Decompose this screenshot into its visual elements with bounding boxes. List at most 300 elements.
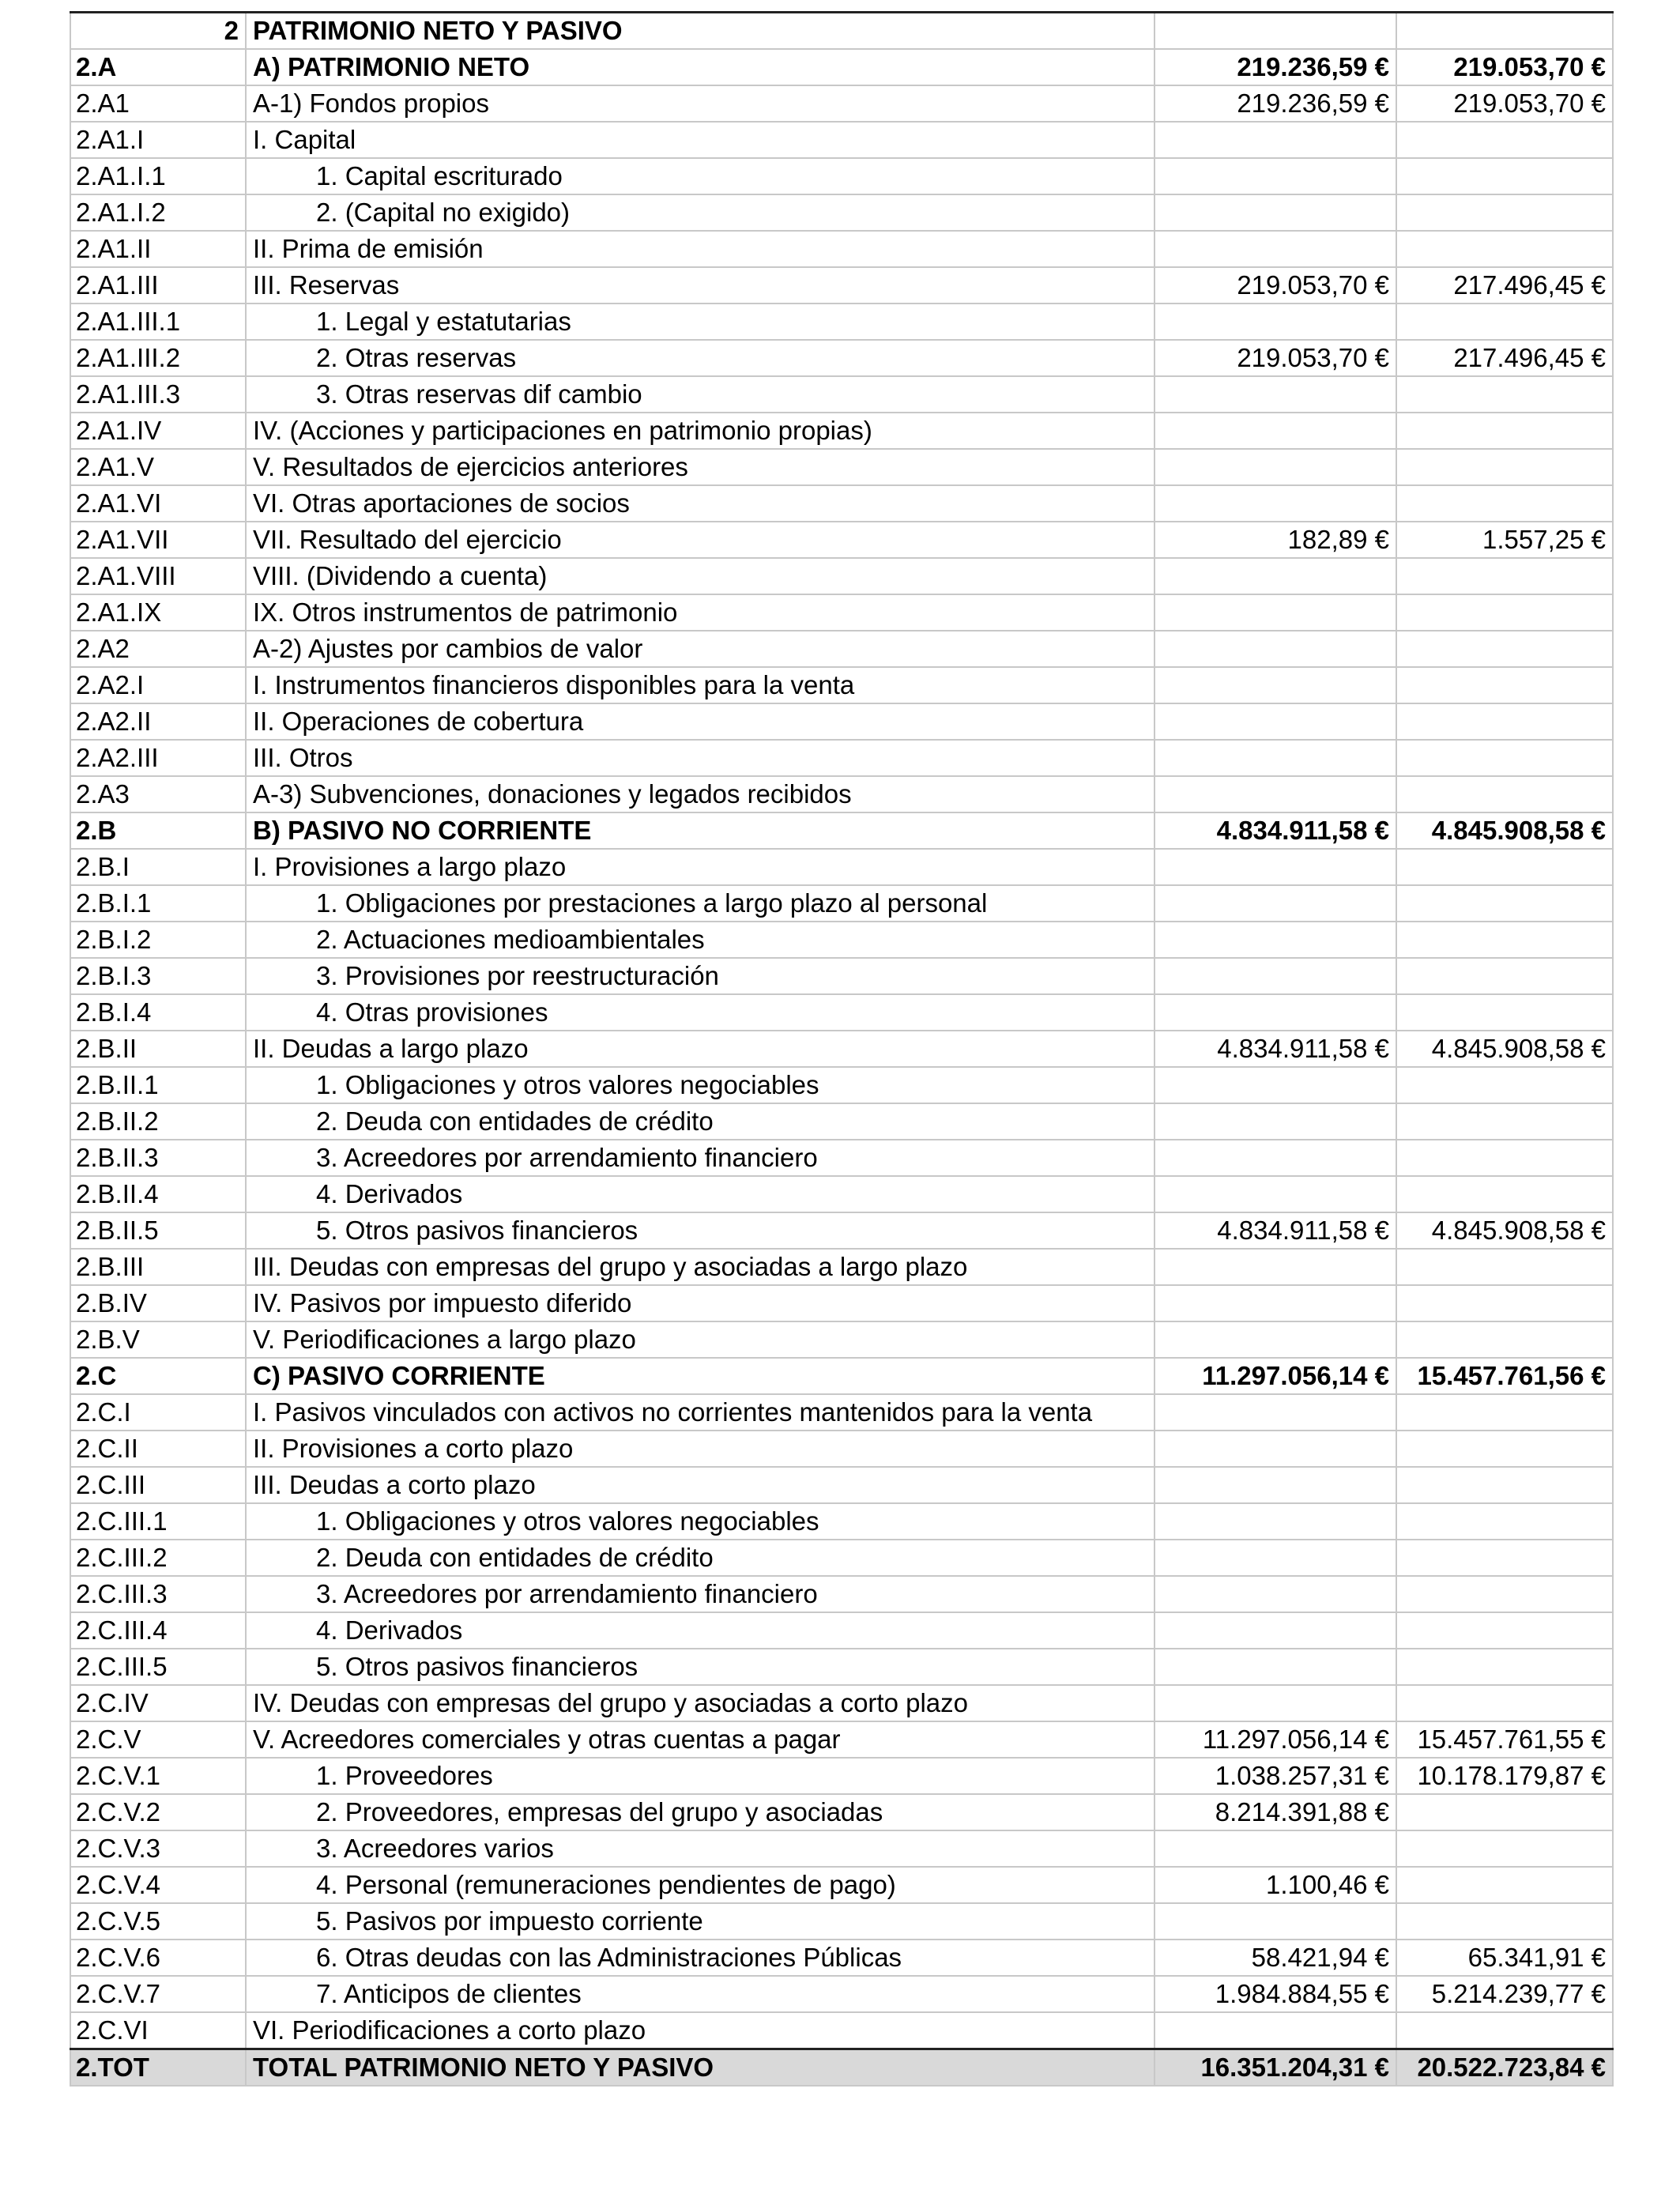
row-label: PATRIMONIO NETO Y PASIVO bbox=[246, 13, 1155, 50]
table-row bbox=[70, 1249, 1613, 1285]
value-previous: 10.178.179,87 € bbox=[1396, 1758, 1613, 1794]
value-current: 1.984.884,55 € bbox=[1155, 1976, 1396, 2012]
row-label-cell bbox=[246, 1649, 1155, 1685]
row-label: II. Operaciones de cobertura bbox=[253, 707, 584, 736]
value-previous: 1.557,25 € bbox=[1396, 522, 1613, 558]
row-label: 2. (Capital no exigido) bbox=[316, 198, 571, 227]
row-label-cell bbox=[246, 994, 1155, 1031]
row-label: 4. Derivados bbox=[316, 1615, 463, 1645]
value-previous bbox=[1396, 703, 1613, 740]
row-label-cell bbox=[246, 1212, 1155, 1249]
value-current bbox=[1155, 958, 1396, 994]
row-code: 2.B.II.5 bbox=[70, 1212, 246, 1249]
value-previous bbox=[1396, 667, 1613, 703]
row-label-cell bbox=[246, 1540, 1155, 1576]
value-previous bbox=[1396, 303, 1613, 340]
value-current: 219.053,70 € bbox=[1155, 267, 1396, 303]
value-previous bbox=[1396, 922, 1613, 958]
row-label: V. Acreedores comerciales y otras cuentas a pagar bbox=[253, 1725, 841, 1754]
value-previous: 4.845.908,58 € bbox=[1396, 1212, 1613, 1249]
row-code: 2.A2 bbox=[70, 631, 246, 667]
table-row bbox=[70, 1140, 1613, 1176]
row-label-cell bbox=[246, 1140, 1155, 1176]
row-label: A-1) Fondos propios bbox=[253, 89, 489, 118]
value-current bbox=[1155, 1285, 1396, 1321]
value-previous bbox=[1396, 1103, 1613, 1140]
row-label-cell bbox=[246, 1721, 1155, 1758]
table-row bbox=[70, 703, 1613, 740]
row-code: 2.B.II.2 bbox=[70, 1103, 246, 1140]
value-previous: 219.053,70 € bbox=[1396, 85, 1613, 122]
value-previous bbox=[1396, 558, 1613, 594]
row-code: 2.C.V.7 bbox=[70, 1976, 246, 2012]
value-current bbox=[1155, 1649, 1396, 1685]
row-label-cell bbox=[246, 1358, 1155, 1394]
value-previous bbox=[1396, 1067, 1613, 1103]
row-code: 2.C.III.3 bbox=[70, 1576, 246, 1612]
row-label: 3. Acreedores por arrendamiento financiero bbox=[316, 1579, 818, 1608]
row-label-cell bbox=[246, 1903, 1155, 1940]
value-previous bbox=[1396, 1140, 1613, 1176]
value-current bbox=[1155, 1830, 1396, 1867]
table-row bbox=[70, 1394, 1613, 1431]
value-current bbox=[1155, 1394, 1396, 1431]
row-label: 2. Deuda con entidades de crédito bbox=[316, 1106, 714, 1136]
table-row bbox=[70, 1721, 1613, 1758]
row-code: 2.C.V.3 bbox=[70, 1830, 246, 1867]
table-row bbox=[70, 158, 1613, 194]
row-code: 2.A bbox=[70, 49, 246, 85]
table-row bbox=[70, 49, 1613, 85]
row-code: 2.A2.I bbox=[70, 667, 246, 703]
value-current bbox=[1155, 2012, 1396, 2049]
row-code: 2.B.I bbox=[70, 849, 246, 885]
value-current bbox=[1155, 776, 1396, 812]
table-row bbox=[70, 1976, 1613, 2012]
row-label-cell bbox=[246, 958, 1155, 994]
value-previous bbox=[1396, 1612, 1613, 1649]
row-label: 3. Otras reservas dif cambio bbox=[316, 379, 642, 409]
table-row bbox=[70, 885, 1613, 922]
row-label: 2. Otras reservas bbox=[316, 343, 517, 372]
value-previous bbox=[1396, 994, 1613, 1031]
row-label: 4. Otras provisiones bbox=[316, 997, 548, 1027]
value-current bbox=[1155, 922, 1396, 958]
value-previous bbox=[1396, 158, 1613, 194]
table-row bbox=[70, 303, 1613, 340]
value-current: 4.834.911,58 € bbox=[1155, 1031, 1396, 1067]
value-current: 1.038.257,31 € bbox=[1155, 1758, 1396, 1794]
row-code: 2.C.II bbox=[70, 1431, 246, 1467]
row-label-cell bbox=[246, 1031, 1155, 1067]
value-previous bbox=[1396, 1394, 1613, 1431]
row-code: 2.C.V.6 bbox=[70, 1940, 246, 1976]
value-current: 58.421,94 € bbox=[1155, 1940, 1396, 1976]
table-row bbox=[70, 812, 1613, 849]
value-previous bbox=[1396, 1540, 1613, 1576]
row-code: 2.C.III.5 bbox=[70, 1649, 246, 1685]
value-current: 11.297.056,14 € bbox=[1155, 1721, 1396, 1758]
value-previous bbox=[1396, 194, 1613, 231]
row-label: III. Otros bbox=[253, 743, 353, 772]
value-current bbox=[1155, 594, 1396, 631]
value-current bbox=[1155, 158, 1396, 194]
table-row bbox=[70, 1285, 1613, 1321]
row-label: 1. Obligaciones por prestaciones a largo plazo al personal bbox=[316, 888, 988, 918]
value-previous bbox=[1396, 376, 1613, 413]
value-current bbox=[1155, 1467, 1396, 1503]
table-row bbox=[70, 1103, 1613, 1140]
row-code: 2.A1.VI bbox=[70, 485, 246, 522]
value-previous bbox=[1396, 1431, 1613, 1467]
row-code: 2.B.V bbox=[70, 1321, 246, 1358]
row-code: 2.B.I.3 bbox=[70, 958, 246, 994]
table-row bbox=[70, 1940, 1613, 1976]
row-label-cell bbox=[246, 522, 1155, 558]
value-previous bbox=[1396, 958, 1613, 994]
value-previous bbox=[1396, 594, 1613, 631]
row-label: III. Reservas bbox=[253, 270, 400, 300]
value-previous: 219.053,70 € bbox=[1396, 49, 1613, 85]
row-label-cell bbox=[246, 1431, 1155, 1467]
table-row bbox=[70, 1503, 1613, 1540]
row-code: 2.A1.IV bbox=[70, 413, 246, 449]
row-code: 2.A3 bbox=[70, 776, 246, 812]
value-current bbox=[1155, 994, 1396, 1031]
row-label-cell bbox=[246, 1103, 1155, 1140]
table-row bbox=[70, 922, 1613, 958]
liabilities-table bbox=[70, 11, 1614, 2087]
row-label-cell bbox=[246, 485, 1155, 522]
value-previous bbox=[1396, 1830, 1613, 1867]
value-current bbox=[1155, 1576, 1396, 1612]
value-current: 219.053,70 € bbox=[1155, 340, 1396, 376]
value-previous: 4.845.908,58 € bbox=[1396, 812, 1613, 849]
value-current bbox=[1155, 194, 1396, 231]
value-current: 182,89 € bbox=[1155, 522, 1396, 558]
table-row bbox=[70, 776, 1613, 812]
row-label-cell bbox=[246, 667, 1155, 703]
row-label-cell bbox=[246, 340, 1155, 376]
table-row bbox=[70, 1431, 1613, 1467]
row-code: 2.B bbox=[70, 812, 246, 849]
value-current bbox=[1155, 849, 1396, 885]
table-row bbox=[70, 1540, 1613, 1576]
row-code: 2.C.III.4 bbox=[70, 1612, 246, 1649]
value-current bbox=[1155, 703, 1396, 740]
row-label: II. Prima de emisión bbox=[253, 234, 484, 263]
table-row bbox=[70, 449, 1613, 485]
value-previous bbox=[1396, 1321, 1613, 1358]
row-label: I. Instrumentos financieros disponibles para la venta bbox=[253, 670, 855, 699]
row-label: II. Provisiones a corto plazo bbox=[253, 1434, 574, 1463]
table-row bbox=[70, 667, 1613, 703]
row-label: 7. Anticipos de clientes bbox=[316, 1979, 582, 2008]
value-previous bbox=[1396, 1794, 1613, 1830]
row-code: 2.C bbox=[70, 1358, 246, 1394]
value-current bbox=[1155, 740, 1396, 776]
value-current bbox=[1155, 303, 1396, 340]
row-code: 2.A2.II bbox=[70, 703, 246, 740]
row-code: 2.A1.IX bbox=[70, 594, 246, 631]
row-label-cell bbox=[246, 740, 1155, 776]
row-label-cell bbox=[246, 1976, 1155, 2012]
row-label: V. Periodificaciones a largo plazo bbox=[253, 1325, 636, 1354]
row-label: C) PASIVO CORRIENTE bbox=[253, 1361, 545, 1390]
table-row bbox=[70, 1212, 1613, 1249]
row-code: 2.A2.III bbox=[70, 740, 246, 776]
value-current: 8.214.391,88 € bbox=[1155, 1794, 1396, 1830]
row-label-cell bbox=[246, 194, 1155, 231]
row-code: 2.B.II.3 bbox=[70, 1140, 246, 1176]
row-label-cell bbox=[246, 1830, 1155, 1867]
row-label-cell bbox=[246, 1867, 1155, 1903]
row-code: 2.C.V.5 bbox=[70, 1903, 246, 1940]
row-label: 6. Otras deudas con las Administraciones Públicas bbox=[316, 1943, 902, 1972]
row-label: III. Deudas a corto plazo bbox=[253, 1470, 536, 1499]
row-label: 1. Obligaciones y otros valores negociables bbox=[316, 1070, 819, 1099]
table-row bbox=[70, 1176, 1613, 1212]
row-code: 2.B.III bbox=[70, 1249, 246, 1285]
value-current bbox=[1155, 449, 1396, 485]
row-label-cell bbox=[246, 594, 1155, 631]
value-previous bbox=[1396, 413, 1613, 449]
row-label-cell bbox=[246, 885, 1155, 922]
row-code: 2.C.III bbox=[70, 1467, 246, 1503]
row-code: 2.A1.I.1 bbox=[70, 158, 246, 194]
row-label-cell bbox=[246, 158, 1155, 194]
row-label: A-3) Subvenciones, donaciones y legados recibidos bbox=[253, 779, 852, 809]
table-row bbox=[70, 1758, 1613, 1794]
row-label: III. Deudas con empresas del grupo y asociadas a largo plazo bbox=[253, 1252, 968, 1281]
value-current bbox=[1155, 122, 1396, 158]
table-row bbox=[70, 1830, 1613, 1867]
row-label: 2. Deuda con entidades de crédito bbox=[316, 1543, 714, 1572]
value-current: 219.236,59 € bbox=[1155, 85, 1396, 122]
row-code: 2.C.V.1 bbox=[70, 1758, 246, 1794]
row-code: 2.A1.V bbox=[70, 449, 246, 485]
row-label-cell bbox=[246, 376, 1155, 413]
row-label-cell bbox=[246, 1612, 1155, 1649]
row-label-cell bbox=[246, 303, 1155, 340]
table-row bbox=[70, 958, 1613, 994]
row-code: 2 bbox=[70, 13, 246, 50]
value-previous bbox=[1396, 2012, 1613, 2049]
row-code: 2.C.VI bbox=[70, 2012, 246, 2049]
row-label: IV. Pasivos por impuesto diferido bbox=[253, 1288, 632, 1318]
row-label: 3. Provisiones por reestructuración bbox=[316, 961, 719, 990]
row-code: 2.C.IV bbox=[70, 1685, 246, 1721]
row-label-cell bbox=[246, 413, 1155, 449]
row-label-cell bbox=[246, 1249, 1155, 1285]
value-current: 219.236,59 € bbox=[1155, 49, 1396, 85]
row-code: 2.A1.III.1 bbox=[70, 303, 246, 340]
row-label-cell bbox=[246, 1176, 1155, 1212]
row-label-cell bbox=[246, 849, 1155, 885]
value-previous: 217.496,45 € bbox=[1396, 340, 1613, 376]
row-code: 2.B.I.2 bbox=[70, 922, 246, 958]
row-label: A) PATRIMONIO NETO bbox=[253, 52, 530, 81]
value-current bbox=[1155, 1067, 1396, 1103]
table-row bbox=[70, 1067, 1613, 1103]
value-previous bbox=[1396, 1467, 1613, 1503]
row-label: VI. Otras aportaciones de socios bbox=[253, 488, 630, 518]
row-label: II. Deudas a largo plazo bbox=[253, 1034, 529, 1063]
value-previous bbox=[1396, 1903, 1613, 1940]
table-row bbox=[70, 122, 1613, 158]
row-label-cell bbox=[246, 231, 1155, 267]
value-previous bbox=[1396, 231, 1613, 267]
value-previous bbox=[1396, 740, 1613, 776]
row-code: 2.A1.III bbox=[70, 267, 246, 303]
value-previous bbox=[1396, 1576, 1613, 1612]
table-row bbox=[70, 594, 1613, 631]
row-code: 2.B.I.1 bbox=[70, 885, 246, 922]
value-previous bbox=[1396, 1285, 1613, 1321]
row-label: VII. Resultado del ejercicio bbox=[253, 525, 562, 554]
row-label: 4. Derivados bbox=[316, 1179, 463, 1208]
value-previous bbox=[1396, 1249, 1613, 1285]
value-current bbox=[1155, 1249, 1396, 1285]
row-label-cell bbox=[246, 1394, 1155, 1431]
table-row bbox=[70, 1358, 1613, 1394]
row-label-cell bbox=[246, 1940, 1155, 1976]
value-previous bbox=[1396, 1685, 1613, 1721]
row-code: 2.C.V bbox=[70, 1721, 246, 1758]
row-code: 2.A1.III.3 bbox=[70, 376, 246, 413]
value-current bbox=[1155, 231, 1396, 267]
value-current bbox=[1155, 376, 1396, 413]
value-previous bbox=[1396, 885, 1613, 922]
row-code: 2.A1.III.2 bbox=[70, 340, 246, 376]
value-current bbox=[1155, 413, 1396, 449]
table-row bbox=[70, 267, 1613, 303]
table-row bbox=[70, 1867, 1613, 1903]
row-label-cell bbox=[246, 449, 1155, 485]
row-label: 2. Proveedores, empresas del grupo y asociadas bbox=[316, 1797, 883, 1826]
row-label: IV. (Acciones y participaciones en patrimonio propias) bbox=[253, 416, 872, 445]
row-label-cell bbox=[246, 1503, 1155, 1540]
row-code: 2.B.I.4 bbox=[70, 994, 246, 1031]
table-row bbox=[70, 1576, 1613, 1612]
value-previous: 65.341,91 € bbox=[1396, 1940, 1613, 1976]
row-code: 2.B.II.4 bbox=[70, 1176, 246, 1212]
value-current bbox=[1155, 1103, 1396, 1140]
total-row bbox=[70, 2049, 1613, 2087]
value-previous: 5.214.239,77 € bbox=[1396, 1976, 1613, 2012]
value-current: 1.100,46 € bbox=[1155, 1867, 1396, 1903]
table-row bbox=[70, 1903, 1613, 1940]
row-code: 2.B.IV bbox=[70, 1285, 246, 1321]
row-code: 2.B.II bbox=[70, 1031, 246, 1067]
table-row bbox=[70, 558, 1613, 594]
row-label-cell bbox=[246, 812, 1155, 849]
row-label: 2. Actuaciones medioambientales bbox=[316, 925, 705, 954]
value-current: 4.834.911,58 € bbox=[1155, 812, 1396, 849]
section-header-row bbox=[70, 13, 1613, 50]
value-current bbox=[1155, 1612, 1396, 1649]
row-code: 2.A1.II bbox=[70, 231, 246, 267]
table-row bbox=[70, 2012, 1613, 2049]
value-previous bbox=[1396, 449, 1613, 485]
row-label-cell bbox=[246, 1576, 1155, 1612]
value-current bbox=[1155, 13, 1396, 50]
row-label: 5. Otros pasivos financieros bbox=[316, 1652, 638, 1681]
value-current bbox=[1155, 631, 1396, 667]
value-previous bbox=[1396, 1867, 1613, 1903]
row-label-cell bbox=[246, 703, 1155, 740]
row-label-cell bbox=[246, 1285, 1155, 1321]
row-label: VI. Periodificaciones a corto plazo bbox=[253, 2015, 646, 2045]
value-current bbox=[1155, 1503, 1396, 1540]
row-label: TOTAL PATRIMONIO NETO Y PASIVO bbox=[246, 2049, 1155, 2087]
value-current: 11.297.056,14 € bbox=[1155, 1358, 1396, 1394]
table-row bbox=[70, 1031, 1613, 1067]
row-label: VIII. (Dividendo a cuenta) bbox=[253, 561, 548, 590]
row-label-cell bbox=[246, 85, 1155, 122]
value-previous bbox=[1396, 485, 1613, 522]
row-label-cell bbox=[246, 267, 1155, 303]
row-code: 2.A1.VIII bbox=[70, 558, 246, 594]
table-row bbox=[70, 740, 1613, 776]
table-row bbox=[70, 194, 1613, 231]
value-previous: 15.457.761,55 € bbox=[1396, 1721, 1613, 1758]
value-current bbox=[1155, 1540, 1396, 1576]
value-current bbox=[1155, 885, 1396, 922]
row-label-cell bbox=[246, 776, 1155, 812]
table-row bbox=[70, 994, 1613, 1031]
table-row bbox=[70, 85, 1613, 122]
row-label: B) PASIVO NO CORRIENTE bbox=[253, 816, 592, 845]
row-label-cell bbox=[246, 1321, 1155, 1358]
value-current: 16.351.204,31 € bbox=[1155, 2049, 1396, 2087]
row-label-cell bbox=[246, 1685, 1155, 1721]
row-label-cell bbox=[246, 631, 1155, 667]
value-previous bbox=[1396, 1649, 1613, 1685]
row-label: IV. Deudas con empresas del grupo y asociadas a corto plazo bbox=[253, 1688, 968, 1717]
value-current bbox=[1155, 1140, 1396, 1176]
value-previous bbox=[1396, 1176, 1613, 1212]
value-previous bbox=[1396, 631, 1613, 667]
row-label: I. Capital bbox=[253, 125, 356, 154]
row-label-cell bbox=[246, 922, 1155, 958]
row-label-cell bbox=[246, 1467, 1155, 1503]
row-code: 2.A1.VII bbox=[70, 522, 246, 558]
row-label: 5. Otros pasivos financieros bbox=[316, 1216, 638, 1245]
row-label-cell bbox=[246, 1067, 1155, 1103]
value-current: 4.834.911,58 € bbox=[1155, 1212, 1396, 1249]
row-label-cell bbox=[246, 1794, 1155, 1830]
row-code: 2.B.II.1 bbox=[70, 1067, 246, 1103]
table-row bbox=[70, 413, 1613, 449]
table-row bbox=[70, 1685, 1613, 1721]
table-row bbox=[70, 1467, 1613, 1503]
table-row bbox=[70, 631, 1613, 667]
row-label: A-2) Ajustes por cambios de valor bbox=[253, 634, 643, 663]
row-label: 3. Acreedores por arrendamiento financiero bbox=[316, 1143, 818, 1172]
value-current bbox=[1155, 1321, 1396, 1358]
row-label: 1. Capital escriturado bbox=[316, 161, 563, 190]
row-label: 1. Legal y estatutarias bbox=[316, 307, 571, 336]
row-label-cell bbox=[246, 1758, 1155, 1794]
table-row bbox=[70, 522, 1613, 558]
table-row bbox=[70, 1321, 1613, 1358]
value-previous: 4.845.908,58 € bbox=[1396, 1031, 1613, 1067]
value-previous bbox=[1396, 776, 1613, 812]
value-current bbox=[1155, 1685, 1396, 1721]
value-previous bbox=[1396, 849, 1613, 885]
row-code: 2.A1.I.2 bbox=[70, 194, 246, 231]
